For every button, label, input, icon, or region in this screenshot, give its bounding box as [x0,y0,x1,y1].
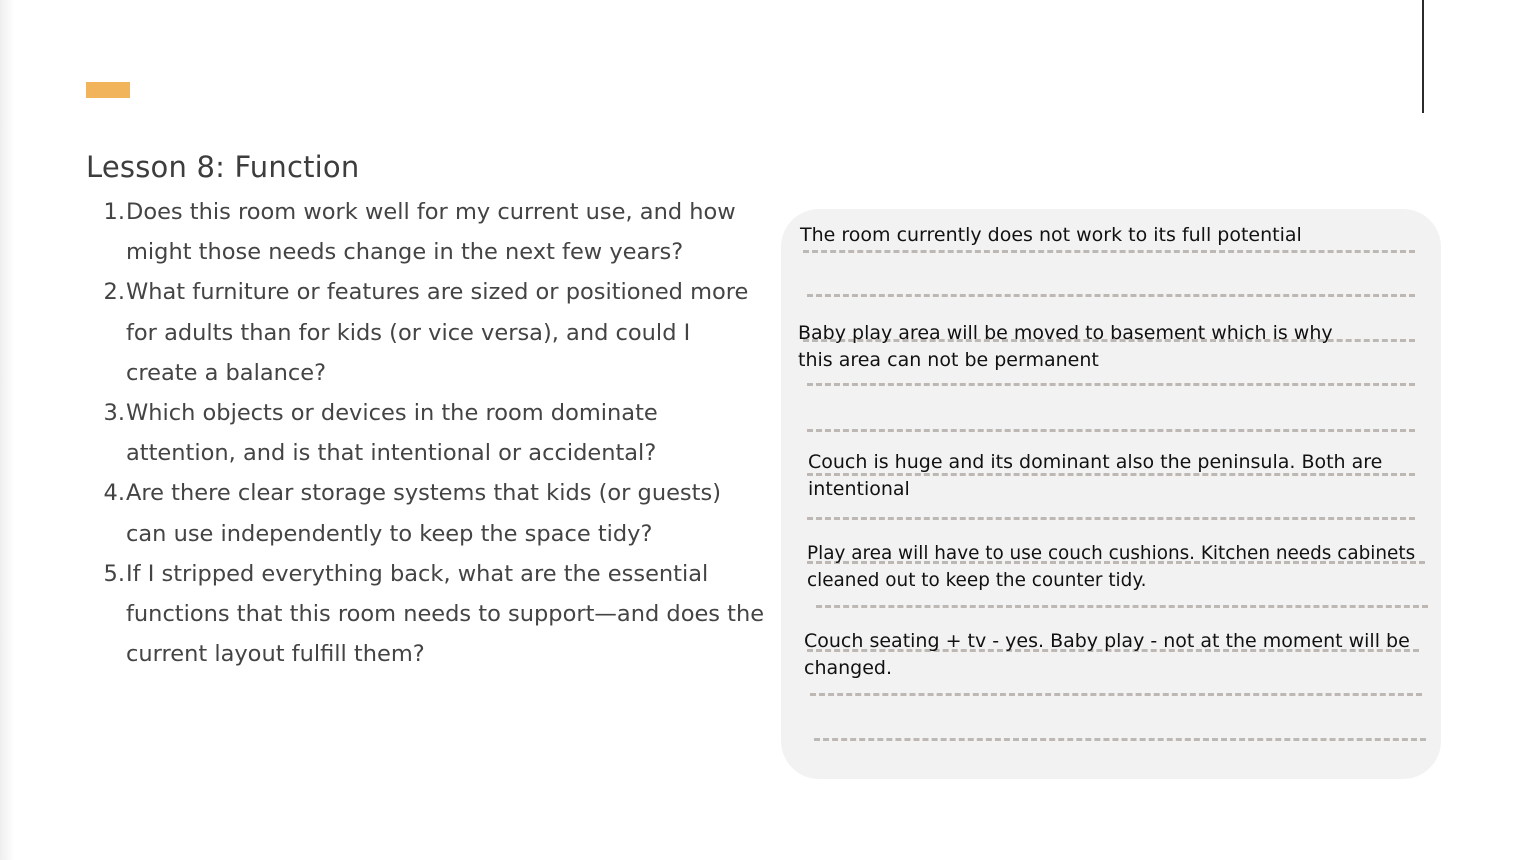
answer-line: Play area will have to use couch cushions. Kitchen needs cabinets [807,543,1416,564]
answer-note [808,449,1382,503]
answer-line: Couch seating + tv - yes. Baby play - not at the moment will be [804,630,1410,652]
answer-notes-panel [781,209,1441,779]
question-item [86,393,766,473]
question-text: If I stripped everything back, what are the essential functions that this room needs to support—and does the current layout fulfill them? [126,560,765,668]
writing-line [807,429,1415,432]
answer-line: this area can not be permanent [798,349,1099,371]
question-text: Does this room work well for my current use, and how might those needs change in the next few years? [126,199,736,266]
question-item [86,192,766,272]
question-number: 2. [103,279,125,306]
writing-line [807,383,1415,386]
question-text: Are there clear storage systems that kids (or guests) can use independently to keep the space tidy? [126,480,721,547]
answer-note [804,628,1410,682]
answer-note [798,320,1333,374]
answer-line: changed. [804,657,893,679]
answer-line: cleaned out to keep the counter tidy. [807,570,1147,591]
accent-bar [86,82,130,98]
answer-note [800,222,1302,249]
answer-line: Baby play area will be moved to basement which is why [798,322,1333,344]
question-item [86,272,766,393]
question-item [86,554,766,675]
writing-line [803,250,1415,253]
answer-line: The room currently does not work to its full potential [800,224,1302,246]
question-number: 4. [103,480,125,507]
question-number: 1. [103,199,125,225]
question-text: What furniture or features are sized or positioned more for adults than for kids (or vice versa), and could I create a balance? [126,279,749,386]
writing-line [807,294,1415,297]
question-item [86,473,766,553]
question-number: 5. [103,560,125,587]
lesson-title: Lesson 8: Function [86,150,360,184]
writing-line [814,738,1426,741]
writing-line [816,605,1428,608]
writing-line [810,693,1422,696]
question-text: Which objects or devices in the room dominate attention, and is that intentional or accidental? [126,400,658,467]
slide-edge-shadow [0,0,14,860]
answer-note [807,540,1415,594]
question-list [86,192,766,674]
writing-line [807,517,1415,520]
answer-line: Couch is huge and its dominant also the peninsula. Both are [808,451,1383,473]
answer-line: intentional [808,478,910,500]
vertical-rule [1422,0,1424,113]
question-number: 3. [103,400,125,427]
